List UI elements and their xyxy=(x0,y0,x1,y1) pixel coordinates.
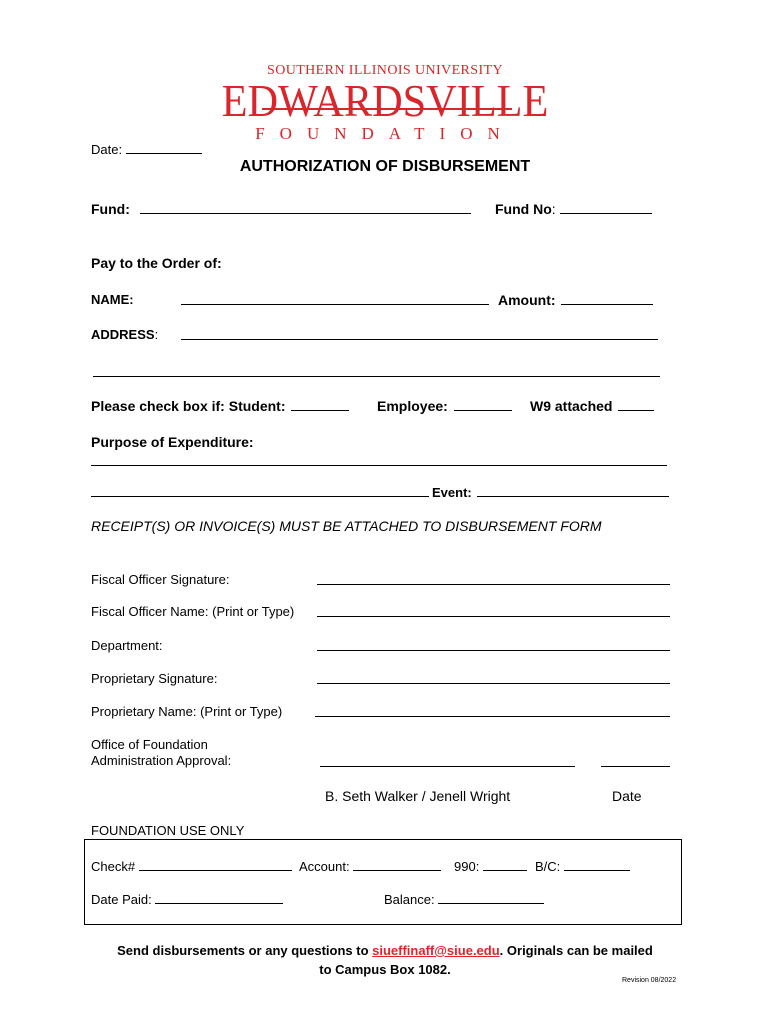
student-input-line[interactable] xyxy=(291,398,349,411)
approval-signature-line[interactable] xyxy=(320,754,575,772)
date-paid-line[interactable] xyxy=(155,891,283,904)
bc-line[interactable] xyxy=(564,858,630,871)
date-paid-field xyxy=(91,891,283,907)
page-title: AUTHORIZATION OF DISBURSEMENT xyxy=(239,158,531,175)
proprietary-name-line[interactable] xyxy=(315,704,670,722)
bc-label: B/C: xyxy=(535,859,561,874)
account-field xyxy=(299,858,441,874)
amount-label: Amount: xyxy=(498,292,556,308)
fund-field xyxy=(91,201,471,217)
event-input-line[interactable] xyxy=(477,484,669,497)
footer-line2: to Campus Box 1082. xyxy=(319,962,451,977)
event-field xyxy=(432,484,669,500)
check-prompt: Please check box if: Student: xyxy=(91,398,286,414)
fund-label: Fund: xyxy=(91,201,130,217)
account-label: Account: xyxy=(299,859,350,874)
logo-foundation: FOUNDATION xyxy=(255,124,515,143)
bc-field xyxy=(535,858,630,874)
revision-note: Revision 08/2022 xyxy=(622,977,677,984)
w9-field xyxy=(530,398,654,414)
fund-no-label: Fund No xyxy=(495,201,552,217)
employee-field xyxy=(377,398,512,414)
fund-input-line[interactable] xyxy=(140,201,471,214)
check-number-line[interactable] xyxy=(139,858,292,871)
balance-label: Balance: xyxy=(384,892,435,907)
address-input-line-2[interactable] xyxy=(93,364,660,382)
foundation-use-heading: FOUNDATION USE ONLY xyxy=(91,823,245,838)
w9-input-line[interactable] xyxy=(618,398,654,411)
footer-email-link[interactable]: siueffinaff@siue.edu xyxy=(372,943,500,958)
purpose-heading: Purpose of Expenditure: xyxy=(91,434,254,450)
proprietary-name-label: Proprietary Name: (Print or Type) xyxy=(91,704,283,719)
proprietary-signature-line[interactable] xyxy=(317,671,670,689)
purpose-input-line-2[interactable] xyxy=(91,484,429,502)
fiscal-signature-label: Fiscal Officer Signature: xyxy=(91,572,230,587)
account-line[interactable] xyxy=(353,858,441,871)
approval-label-line2: Administration Approval: xyxy=(91,753,232,768)
fiscal-signature-line[interactable] xyxy=(317,572,670,590)
check-number-field xyxy=(91,858,292,874)
footer-prefix: Send disbursements or any questions to xyxy=(117,943,373,958)
code-990-line[interactable] xyxy=(483,858,527,871)
fiscal-name-label: Fiscal Officer Name: (Print or Type) xyxy=(91,604,295,619)
code-990-field xyxy=(454,858,527,874)
approval-date-line[interactable] xyxy=(601,754,670,772)
w9-label: W9 attached xyxy=(530,398,613,414)
address-label: ADDRESS xyxy=(91,327,155,342)
date-input-line[interactable] xyxy=(126,141,202,154)
name-input-line[interactable] xyxy=(181,292,489,310)
amount-field xyxy=(498,292,653,308)
name-label: NAME: xyxy=(91,292,134,307)
logo-divider xyxy=(262,108,512,110)
date-paid-label: Date Paid: xyxy=(91,892,152,907)
receipt-notice: RECEIPT(S) OR INVOICE(S) MUST BE ATTACHED TO DISBURSEMENT FORM xyxy=(91,518,602,534)
footer-instructions xyxy=(0,941,770,979)
footer-suffix: . Originals can be mailed xyxy=(499,943,653,958)
date-label: Date xyxy=(91,142,119,157)
approval-label-line1: Office of Foundation xyxy=(91,737,208,752)
amount-input-line[interactable] xyxy=(561,292,653,305)
event-label: Event: xyxy=(432,485,472,500)
balance-field xyxy=(384,891,544,907)
foundation-use-box xyxy=(84,839,682,925)
approver-names: B. Seth Walker / Jenell Wright xyxy=(325,788,511,804)
check-number-label: Check# xyxy=(91,859,136,874)
balance-line[interactable] xyxy=(438,891,544,904)
logo-edwardsville: EDWARDSVILLE xyxy=(221,75,549,126)
address-input-line-1[interactable] xyxy=(181,327,658,345)
code-990-label: 990: xyxy=(454,859,480,874)
fund-no-field: Fund No: xyxy=(495,201,652,217)
date-field: Date: xyxy=(91,141,202,157)
fiscal-name-line[interactable] xyxy=(317,604,670,622)
address-field: ADDRESS: xyxy=(91,327,159,342)
approval-date-caption: Date xyxy=(612,788,642,804)
employee-input-line[interactable] xyxy=(454,398,512,411)
pay-to-heading: Pay to the Order of: xyxy=(91,255,222,271)
department-line[interactable] xyxy=(317,638,670,656)
approval-label xyxy=(91,737,231,769)
student-field xyxy=(91,398,349,414)
purpose-input-line-1[interactable] xyxy=(91,453,667,471)
fund-no-input-line[interactable] xyxy=(560,201,652,214)
employee-label: Employee: xyxy=(377,398,448,414)
department-label: Department: xyxy=(91,638,163,653)
proprietary-signature-label: Proprietary Signature: xyxy=(91,671,218,686)
logo-university-line: SOUTHERN ILLINOIS UNIVERSITY xyxy=(267,63,503,78)
